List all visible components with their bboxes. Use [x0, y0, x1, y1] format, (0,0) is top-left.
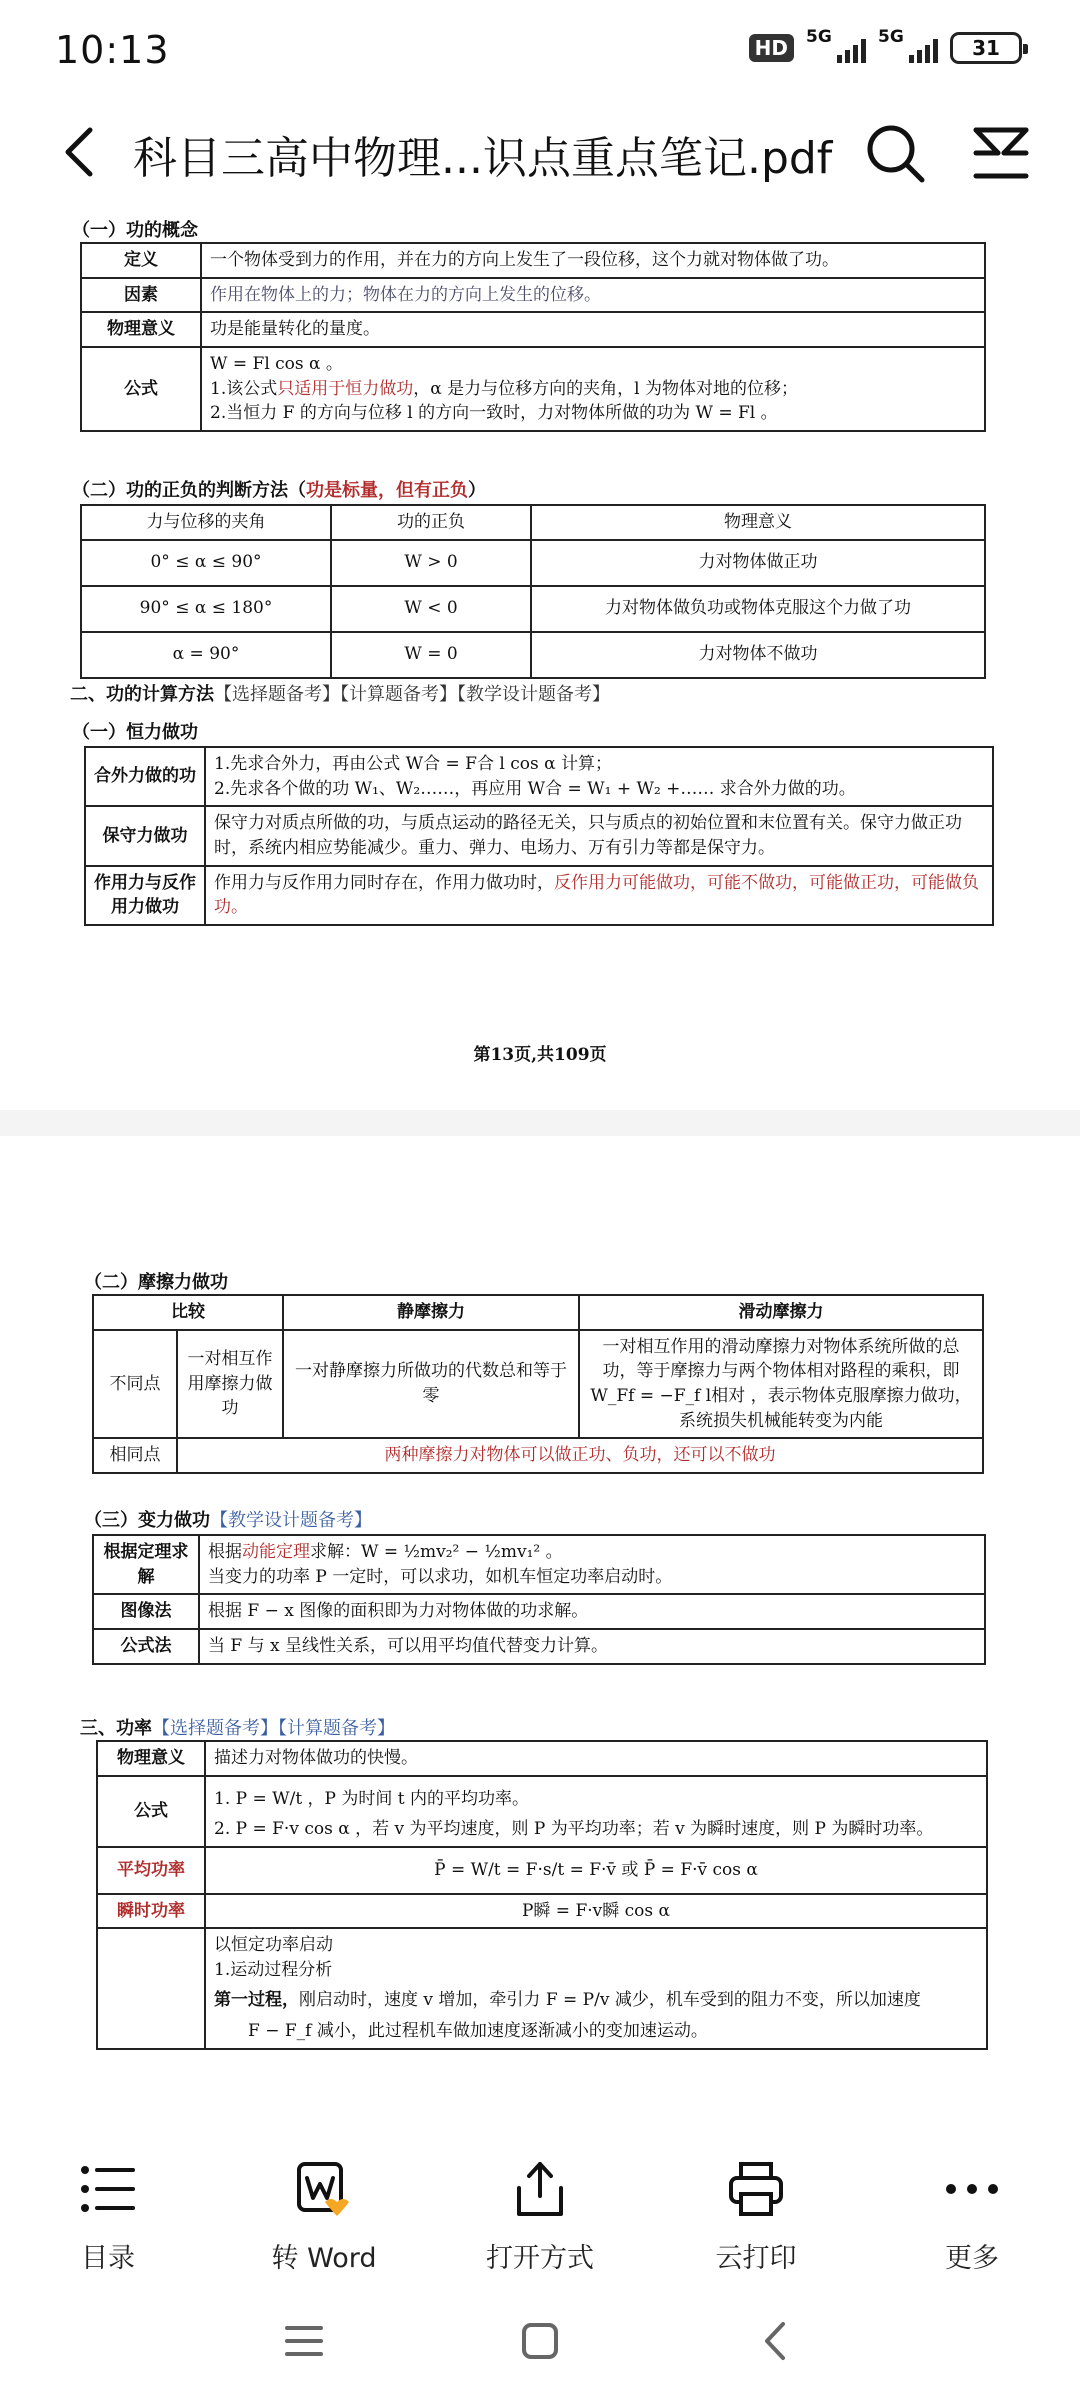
table-row: 物理意义 描述力对物体做功的快慢。	[97, 1741, 987, 1776]
constant-force-table	[84, 746, 994, 926]
more-icon	[941, 2158, 1003, 2220]
table-row: 公式法 当 F 与 x 呈线性关系，可以用平均值代替变力计算。	[93, 1629, 985, 1664]
recent-apps-icon[interactable]	[281, 2318, 327, 2364]
back-arrow-icon[interactable]	[50, 122, 110, 182]
system-nav-bar	[0, 2280, 1080, 2401]
app-header	[0, 100, 1080, 206]
battery-icon: 31	[950, 32, 1022, 64]
toc-button[interactable]	[8, 2158, 208, 2275]
table-row: 合外力做的功 1.先求合外力，再由公式 W合 = F合 l cos α 计算； 2.先求各个做的功 W₁、W₂……，再应用 W合 = W₁ + W₂ +…… 求合外力做的功。	[85, 747, 993, 806]
section-heading: （三）变力做功【教学设计题备考】	[84, 1510, 372, 1531]
open-with-button[interactable]	[440, 2158, 640, 2275]
section-heading: （二）摩擦力做功	[84, 1272, 228, 1293]
document-title: 科目三高中物理...识点重点笔记.pdf	[133, 133, 833, 184]
table-row: 定义 一个物体受到力的作用，并在力的方向上发生了一段位移，这个力就对物体做了功。	[81, 243, 985, 278]
table-row: 图像法 根据 F − x 图像的面积即为力对物体做的功求解。	[93, 1594, 985, 1629]
table-row: 公式 W = Fl cos α 。 1.该公式只适用于恒力做功，α 是力与位移方向的夹角，l 为物体对地的位移； 2.当恒力 F 的方向与位移 l 的方向一致时，力对物体所做的功为 W = Fl 。	[81, 347, 985, 431]
more-button[interactable]	[872, 2158, 1072, 2275]
outline-menu-icon[interactable]	[968, 122, 1034, 184]
work-sign-table	[80, 504, 986, 679]
pdf-page	[0, 206, 1080, 1110]
table-row: 因素 作用在物体上的力；物体在力的方向上发生的位移。	[81, 278, 985, 313]
section-heading: 三、功率【选择题备考】【计算题备考】	[80, 1718, 395, 1739]
power-table	[96, 1740, 988, 2050]
pdf-page	[0, 1136, 1080, 2140]
table-row: 瞬时功率 P瞬 = F·v瞬 cos α	[97, 1894, 987, 1929]
status-time: 10:13	[55, 28, 170, 72]
table-row: 以恒定功率启动 1.运动过程分析 第一过程，刚启动时，速度 v 增加，牵引力 F = P/v 减少，机车受到的阻力不变，所以加速度 F − F_f 减小，此过程机车做加速度逐渐减小的变加速运动。	[97, 1928, 987, 2049]
table-row: 物理意义 功是能量转化的量度。	[81, 312, 985, 347]
list-icon	[77, 2158, 139, 2220]
back-icon[interactable]	[753, 2318, 799, 2364]
section-heading: （一）恒力做功	[72, 722, 198, 743]
status-icons	[749, 27, 1022, 64]
table-header: 比较 静摩擦力 滑动摩擦力	[93, 1295, 983, 1330]
table-row: 根据定理求解 根据动能定理求解：W = ½mv₂² − ½mv₁² 。 当变力的功率 P 一定时，可以求功，如机车恒定功率启动时。	[93, 1535, 985, 1594]
signal-icon: 5G	[878, 33, 938, 63]
table-row: α = 90° W = 0 力对物体不做功	[81, 632, 985, 678]
table-row: 相同点 两种摩擦力对物体可以做正功、负功，还可以不做功	[93, 1438, 983, 1473]
hd-badge: HD	[749, 34, 794, 62]
signal-icon: 5G	[806, 33, 866, 63]
pdf-viewer[interactable]	[0, 206, 1080, 2140]
table-row: 作用力与反作用力做功 作用力与反作用力同时存在，作用力做功时，反作用力可能做功，可能不做功，可能做正功，可能做负功。	[85, 866, 993, 925]
cloud-print-button[interactable]	[656, 2158, 856, 2275]
table-row: 0° ≤ α ≤ 90° W > 0 力对物体做正功	[81, 540, 985, 586]
section-heading: （二）功的正负的判断方法（功是标量，但有正负）	[72, 480, 486, 501]
word-convert-icon	[293, 2158, 355, 2220]
table-row: 平均功率 P̄ = W/t = F·s/t = F·v̄ 或 P̄ = F·v̄ cos α	[97, 1847, 987, 1894]
bottom-toolbar	[0, 2140, 1080, 2280]
toolbar-label: 更多	[945, 2243, 999, 2274]
table-row: 90° ≤ α ≤ 180° W < 0 力对物体做负功或物体克服这个力做了功	[81, 586, 985, 632]
table-row: 不同点 一对相互作用摩擦力做功 一对静摩擦力所做功的代数总和等于零 一对相互作用的滑动摩擦力对物体系统所做的总功，等于摩擦力与两个物体相对路程的乘积，即 W_Ff = −F_f l相对 ，表示物体克服摩擦力做功，系统损失机械能转变为内能	[93, 1330, 983, 1439]
section-heading: 二、功的计算方法【选择题备考】【计算题备考】【教学设计题备考】	[70, 684, 610, 705]
toolbar-label: 转 Word	[271, 2243, 377, 2274]
printer-icon	[725, 2158, 787, 2220]
table-row: 公式 1. P = W/t ，P 为时间 t 内的平均功率。 2. P = F·v cos α ，若 v 为平均速度，则 P 为平均功率；若 v 为瞬时速度，则 P 为瞬时功率。	[97, 1776, 987, 1847]
home-icon[interactable]	[517, 2318, 563, 2364]
toolbar-label: 云打印	[715, 2243, 797, 2274]
convert-word-button[interactable]	[224, 2158, 424, 2275]
work-concept-table	[80, 242, 986, 432]
section-heading: （一）功的概念	[72, 220, 198, 241]
table-row: 保守力做功 保守力对质点所做的功，与质点运动的路径无关，只与质点的初始位置和末位置有关。保守力做正功时，系统内相应势能减少。重力、弹力、电场力、万有引力等都是保守力。	[85, 806, 993, 865]
toolbar-label: 打开方式	[486, 2243, 594, 2274]
search-icon[interactable]	[862, 120, 928, 186]
share-icon	[509, 2158, 571, 2220]
variable-force-table	[92, 1534, 986, 1665]
status-bar	[0, 0, 1080, 100]
table-header: 力与位移的夹角 功的正负 物理意义	[81, 505, 985, 540]
page-number: 第13页,共109页	[473, 1045, 607, 1065]
friction-work-table	[92, 1294, 984, 1474]
toolbar-label: 目录	[81, 2243, 135, 2274]
